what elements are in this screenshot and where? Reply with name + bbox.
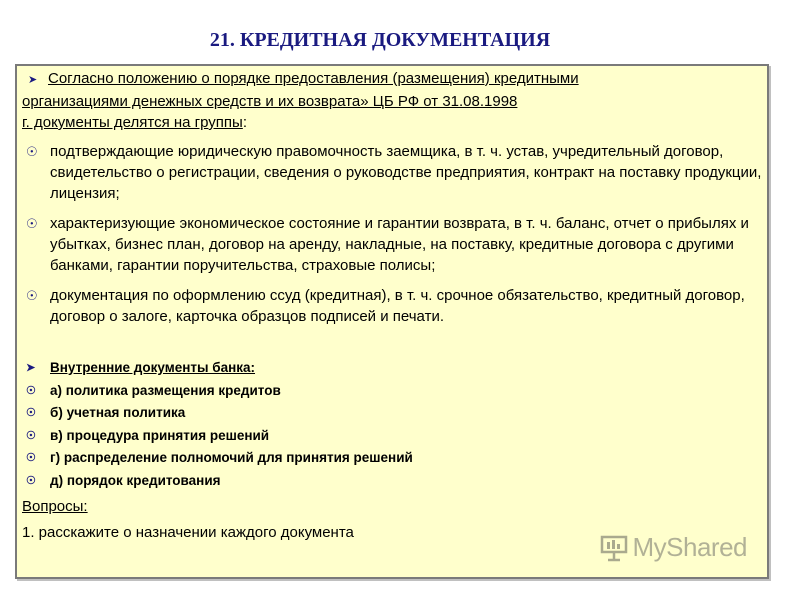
arrow-bullet-icon: ➤ (26, 362, 36, 374)
internal-item-e (22, 470, 763, 493)
internal-item-text: в) процедура принятия решений (50, 427, 270, 443)
watermark-text: MyShared (632, 532, 747, 562)
intro-line-2: организациями денежных средств и их возврата» ЦБ РФ от 31.08.1998 (22, 93, 518, 110)
internal-item-a (22, 380, 763, 403)
group-text-2: характеризующие экономическое состояние и гарантии возврата, в т. ч. баланс, отчет о прибылях и убытках, бизнес план, договор на аренду, накладные, на поставку, кредитные договора с другими банками, гарантии поручительства, страховые полисы; (50, 215, 749, 274)
intro-line-3 (22, 112, 763, 133)
circle-bullet-icon: ☉ (26, 216, 38, 231)
intro-text-3: г. документы делятся на группы (22, 114, 243, 131)
group-text-1: подтверждающие юридическую правомочность заемщика, в т. ч. устав, учредительный договор, свидетельство о регистрации, сведения о руководстве предприятия, контракт на поставку продукции, лицензия; (50, 143, 762, 202)
circle-bullet-icon: ☉ (26, 429, 36, 442)
internal-section (22, 357, 763, 492)
internal-item-c (22, 425, 763, 448)
intro-text-1: Согласно положению о порядке предоставления (размещения) кредитными (48, 70, 579, 87)
internal-item-text: г) распределение полномочий для принятия решений (50, 450, 413, 465)
circle-bullet-icon: ☉ (26, 407, 36, 419)
internal-heading: Внутренние документы банка: (50, 360, 256, 375)
arrow-bullet-icon: ➤ (28, 74, 38, 86)
presentation-board-icon (599, 533, 629, 563)
circle-bullet-icon: ☉ (26, 384, 36, 397)
intro-line-1 (22, 68, 763, 91)
intro-colon: : (242, 114, 247, 131)
circle-bullet-icon: ☉ (26, 144, 38, 159)
circle-bullet-icon: ☉ (26, 452, 36, 464)
watermark-logo (599, 532, 748, 563)
circle-bullet-icon: ☉ (26, 474, 36, 487)
internal-item-d (22, 447, 763, 470)
group-item-2 (22, 213, 763, 276)
internal-item-text: д) порядок кредитования (50, 472, 221, 488)
internal-item-text: б) учетная политика (50, 405, 186, 420)
questions-heading: Вопросы: (22, 498, 88, 515)
internal-item-b (22, 402, 763, 425)
group-item-1 (22, 141, 763, 204)
content-inner (22, 68, 763, 543)
circle-bullet-icon: ☉ (26, 288, 38, 303)
page-title: 21. КРЕДИТНАЯ ДОКУМЕНТАЦИЯ (209, 29, 551, 51)
group-text-3: документация по оформлению ссуд (кредитная), в т. ч. срочное обязательство, кредитный договор, договор о залоге, карточка образцов подписей и печати. (50, 287, 745, 325)
internal-item-text: а) политика размещения кредитов (50, 382, 281, 398)
internal-heading-row (22, 357, 763, 380)
content-box (15, 64, 769, 579)
question-1: 1. расскажите о назначении каждого документа (22, 524, 354, 541)
group-item-3 (22, 285, 763, 327)
